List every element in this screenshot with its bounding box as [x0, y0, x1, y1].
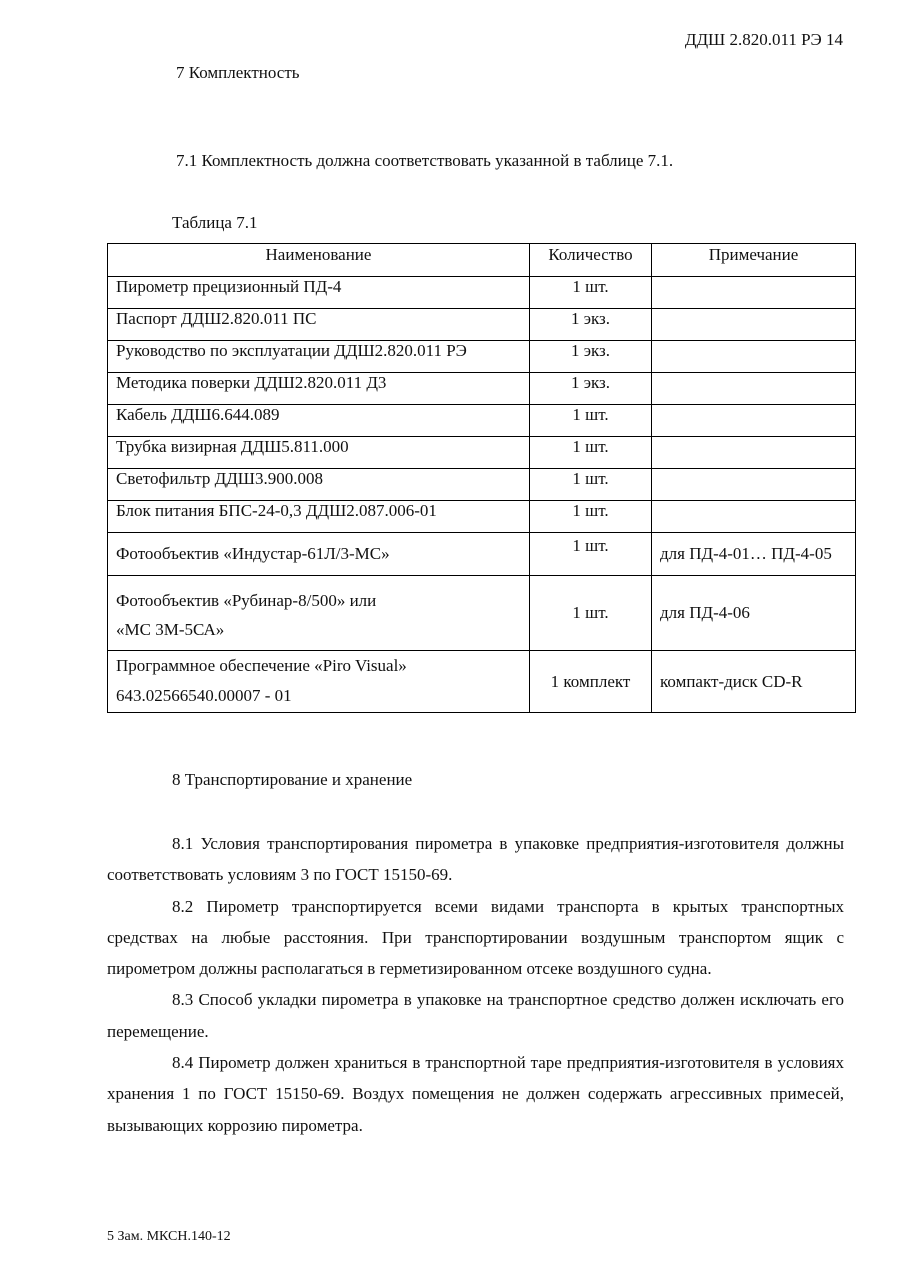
- item-quantity: 1 шт.: [530, 437, 652, 469]
- table-caption: Таблица 7.1: [172, 213, 258, 232]
- completeness-table: [107, 243, 856, 713]
- item-name: [108, 651, 530, 713]
- item-note: [652, 501, 856, 533]
- item-quantity: 1 комплект: [530, 651, 652, 713]
- table-row: [108, 533, 856, 576]
- header-name: Наименование: [108, 244, 530, 277]
- document-code-header: ДДШ 2.820.011 РЭ 14: [684, 30, 843, 49]
- section-7-title: 7 Комплектность: [176, 63, 300, 82]
- item-name-line-1: Программное обеспечение «Piro Visual»: [116, 656, 407, 675]
- item-name: Трубка визирная ДДШ5.811.000: [108, 437, 530, 469]
- table-row: [108, 373, 856, 405]
- header-quantity: Количество: [530, 244, 652, 277]
- item-note: [652, 437, 856, 469]
- header-note: Примечание: [652, 244, 856, 277]
- paragraph-8-4: 8.4 Пирометр должен храниться в транспортной таре предприятия-изготовителя в условиях хранения 1 по ГОСТ 15150-69. Воздух помещения не должен содержать агрессивных примесей, вызывающих коррозию пирометра.: [107, 1053, 844, 1135]
- item-name: Кабель ДДШ6.644.089: [108, 405, 530, 437]
- item-note: [652, 277, 856, 309]
- section-8-body: [107, 828, 844, 1141]
- item-quantity: 1 шт.: [530, 533, 652, 576]
- item-note: [652, 405, 856, 437]
- item-note: [652, 469, 856, 501]
- item-name: Фотообъектив «Индустар-61Л/3-МС»: [108, 533, 530, 576]
- revision-footer: 5 Зам. МКСН.140-12: [107, 1229, 231, 1244]
- item-quantity: 1 шт.: [530, 501, 652, 533]
- item-quantity: 1 экз.: [530, 309, 652, 341]
- paragraph-8-1: 8.1 Условия транспортирования пирометра в упаковке предприятия-изготовителя должны соответствовать условиям 3 по ГОСТ 15150-69.: [107, 834, 844, 885]
- table-row: [108, 469, 856, 501]
- table-row: [108, 341, 856, 373]
- item-quantity: 1 шт.: [530, 405, 652, 437]
- item-quantity: 1 шт.: [530, 469, 652, 501]
- item-name: Методика поверки ДДШ2.820.011 Д3: [108, 373, 530, 405]
- item-note: [652, 309, 856, 341]
- item-note: [652, 373, 856, 405]
- paragraph-8-3: 8.3 Способ укладки пирометра в упаковке на транспортное средство должен исключать его перемещение.: [107, 990, 844, 1041]
- table-row: [108, 576, 856, 651]
- item-name: Паспорт ДДШ2.820.011 ПС: [108, 309, 530, 341]
- item-name: Блок питания БПС-24-0,3 ДДШ2.087.006-01: [108, 501, 530, 533]
- table-row: [108, 501, 856, 533]
- table-row: [108, 651, 856, 713]
- item-name: Руководство по эксплуатации ДДШ2.820.011 РЭ: [108, 341, 530, 373]
- section-8-title: 8 Транспортирование и хранение: [172, 770, 413, 789]
- item-name-line-2: 643.02566540.00007 - 01: [116, 686, 292, 705]
- item-name-line-2: «МС 3М-5СА»: [116, 620, 225, 639]
- item-note: для ПД-4-01… ПД-4-05: [652, 533, 856, 576]
- table-row: [108, 437, 856, 469]
- item-note: для ПД-4-06: [652, 576, 856, 651]
- item-name: Светофильтр ДДШ3.900.008: [108, 469, 530, 501]
- item-quantity: 1 шт.: [530, 576, 652, 651]
- item-name: [108, 576, 530, 651]
- item-quantity: 1 экз.: [530, 373, 652, 405]
- section-7-1-paragraph: 7.1 Комплектность должна соответствовать указанной в таблице 7.1.: [176, 151, 674, 170]
- table-row: [108, 309, 856, 341]
- table-row: [108, 405, 856, 437]
- item-quantity: 1 экз.: [530, 341, 652, 373]
- table-row: [108, 277, 856, 309]
- item-note: компакт-диск CD-R: [652, 651, 856, 713]
- item-quantity: 1 шт.: [530, 277, 652, 309]
- paragraph-8-2: 8.2 Пирометр транспортируется всеми видами транспорта в крытых транспортных средствах на любые расстояния. При транспортировании воздушным транспортом ящик с пирометром должны располагаться в герметизированном отсеке воздушного судна.: [107, 896, 844, 979]
- item-name: Пирометр прецизионный ПД-4: [108, 277, 530, 309]
- table-header-row: [108, 244, 856, 277]
- item-name-line-1: Фотообъектив «Рубинар-8/500» или: [116, 591, 377, 610]
- item-note: [652, 341, 856, 373]
